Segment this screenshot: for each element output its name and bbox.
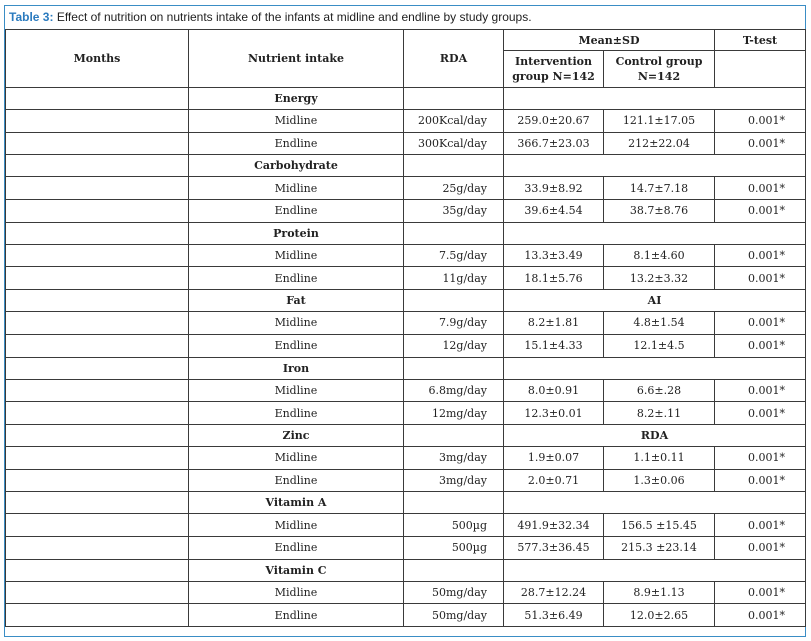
control-cell: 121.1±17.05 — [604, 110, 715, 133]
rda-cell: 6.8mg/day — [404, 379, 504, 402]
group-months-cell — [6, 222, 189, 244]
group-header-row — [6, 290, 806, 312]
group-reference-note — [504, 222, 806, 244]
group-header-row — [6, 222, 806, 244]
control-header-line2: N=142 — [637, 70, 681, 83]
table-row — [6, 379, 806, 402]
control-cell: 14.7±7.18 — [604, 177, 715, 200]
t-test-cell: 0.001* — [715, 446, 806, 469]
caption-label: Table 3: — [9, 10, 54, 24]
period-cell: Endline — [189, 132, 404, 155]
control-cell: 13.2±3.32 — [604, 267, 715, 290]
nutrient-name: Fat — [189, 290, 404, 312]
nutrient-name: Vitamin C — [189, 559, 404, 581]
t-test-cell: 0.001* — [715, 402, 806, 425]
control-header-line1: Control group — [615, 55, 703, 68]
intervention-cell: 259.0±20.67 — [504, 110, 604, 133]
rda-cell: 50mg/day — [404, 604, 504, 627]
table-row — [6, 581, 806, 604]
table-caption — [9, 6, 803, 28]
control-cell: 8.9±1.13 — [604, 581, 715, 604]
rda-cell: 500µg — [404, 536, 504, 559]
intervention-header-line2: group N=142 — [512, 70, 595, 83]
table-row — [6, 312, 806, 335]
nutrient-table — [5, 29, 806, 627]
period-cell: Midline — [189, 514, 404, 537]
t-test-cell: 0.001* — [715, 469, 806, 492]
intervention-cell: 15.1±4.33 — [504, 334, 604, 357]
group-reference-note: AI — [504, 290, 806, 312]
group-header-row — [6, 559, 806, 581]
t-test-cell: 0.001* — [715, 379, 806, 402]
nutrient-name: Zinc — [189, 424, 404, 446]
rda-cell: 500µg — [404, 514, 504, 537]
group-reference-note: RDA — [504, 424, 806, 446]
period-cell: Endline — [189, 334, 404, 357]
t-test-cell: 0.001* — [715, 110, 806, 133]
months-cell — [6, 536, 189, 559]
months-cell — [6, 469, 189, 492]
control-cell: 12.1±4.5 — [604, 334, 715, 357]
table-row — [6, 334, 806, 357]
group-rda-cell — [404, 290, 504, 312]
group-reference-note — [504, 88, 806, 110]
rda-cell: 35g/day — [404, 200, 504, 223]
months-cell — [6, 379, 189, 402]
period-cell: Endline — [189, 469, 404, 492]
intervention-cell: 33.9±8.92 — [504, 177, 604, 200]
rda-cell: 200Kcal/day — [404, 110, 504, 133]
table-frame — [4, 5, 806, 637]
table-row — [6, 536, 806, 559]
intervention-cell: 366.7±23.03 — [504, 132, 604, 155]
t-test-header: T-test — [715, 30, 806, 51]
months-cell — [6, 110, 189, 133]
t-test-cell: 0.001* — [715, 514, 806, 537]
period-cell: Midline — [189, 446, 404, 469]
rda-cell: 7.9g/day — [404, 312, 504, 335]
intervention-group-header — [504, 51, 604, 88]
t-test-subheader — [715, 51, 806, 88]
control-cell: 4.8±1.54 — [604, 312, 715, 335]
period-cell: Midline — [189, 581, 404, 604]
group-rda-cell — [404, 492, 504, 514]
group-reference-note — [504, 559, 806, 581]
nutrient-name: Protein — [189, 222, 404, 244]
rda-cell: 7.5g/day — [404, 244, 504, 267]
group-header-row — [6, 424, 806, 446]
t-test-cell: 0.001* — [715, 200, 806, 223]
rda-cell: 50mg/day — [404, 581, 504, 604]
t-test-cell: 0.001* — [715, 536, 806, 559]
t-test-cell: 0.001* — [715, 177, 806, 200]
control-group-header — [604, 51, 715, 88]
nutrient-name: Vitamin A — [189, 492, 404, 514]
group-rda-cell — [404, 88, 504, 110]
period-cell: Endline — [189, 536, 404, 559]
group-header-row — [6, 155, 806, 177]
control-cell: 1.3±0.06 — [604, 469, 715, 492]
table-row — [6, 469, 806, 492]
control-cell: 212±22.04 — [604, 132, 715, 155]
table-row — [6, 110, 806, 133]
months-cell — [6, 446, 189, 469]
table-row — [6, 446, 806, 469]
t-test-cell: 0.001* — [715, 334, 806, 357]
intervention-cell: 2.0±0.71 — [504, 469, 604, 492]
period-cell: Endline — [189, 267, 404, 290]
t-test-cell: 0.001* — [715, 581, 806, 604]
period-cell: Midline — [189, 110, 404, 133]
group-months-cell — [6, 424, 189, 446]
nutrient-name: Iron — [189, 357, 404, 379]
months-cell — [6, 604, 189, 627]
table-row — [6, 244, 806, 267]
control-cell: 8.1±4.60 — [604, 244, 715, 267]
intervention-cell: 18.1±5.76 — [504, 267, 604, 290]
t-test-cell: 0.001* — [715, 267, 806, 290]
months-cell — [6, 132, 189, 155]
intervention-cell: 491.9±32.34 — [504, 514, 604, 537]
table-row — [6, 200, 806, 223]
caption-text: Effect of nutrition on nutrients intake of the infants at midline and endline by study groups. — [56, 10, 532, 24]
group-reference-note — [504, 492, 806, 514]
table-row — [6, 177, 806, 200]
group-rda-cell — [404, 424, 504, 446]
rda-cell: 25g/day — [404, 177, 504, 200]
group-rda-cell — [404, 155, 504, 177]
intervention-cell: 8.0±0.91 — [504, 379, 604, 402]
table-row — [6, 402, 806, 425]
table-row — [6, 514, 806, 537]
nutrient-name: Energy — [189, 88, 404, 110]
period-cell: Midline — [189, 312, 404, 335]
rda-header: RDA — [404, 30, 504, 88]
t-test-cell: 0.001* — [715, 604, 806, 627]
t-test-cell: 0.001* — [715, 132, 806, 155]
intervention-header-line1: Intervention — [515, 55, 592, 68]
table-row — [6, 604, 806, 627]
period-cell: Midline — [189, 177, 404, 200]
rda-cell: 3mg/day — [404, 446, 504, 469]
nutrient-name: Carbohydrate — [189, 155, 404, 177]
months-cell — [6, 514, 189, 537]
rda-cell: 300Kcal/day — [404, 132, 504, 155]
period-cell: Endline — [189, 604, 404, 627]
intervention-cell: 39.6±4.54 — [504, 200, 604, 223]
group-months-cell — [6, 559, 189, 581]
intervention-cell: 12.3±0.01 — [504, 402, 604, 425]
rda-cell: 12mg/day — [404, 402, 504, 425]
months-cell — [6, 244, 189, 267]
months-cell — [6, 402, 189, 425]
rda-cell: 3mg/day — [404, 469, 504, 492]
group-months-cell — [6, 88, 189, 110]
t-test-cell: 0.001* — [715, 312, 806, 335]
intervention-cell: 51.3±6.49 — [504, 604, 604, 627]
group-months-cell — [6, 155, 189, 177]
nutrient-intake-header: Nutrient intake — [189, 30, 404, 88]
group-rda-cell — [404, 357, 504, 379]
months-cell — [6, 334, 189, 357]
months-cell — [6, 312, 189, 335]
intervention-cell: 28.7±12.24 — [504, 581, 604, 604]
intervention-cell: 1.9±0.07 — [504, 446, 604, 469]
period-cell: Endline — [189, 402, 404, 425]
control-cell: 6.6±.28 — [604, 379, 715, 402]
table-row — [6, 132, 806, 155]
control-cell: 156.5 ±15.45 — [604, 514, 715, 537]
t-test-cell: 0.001* — [715, 244, 806, 267]
group-months-cell — [6, 357, 189, 379]
months-cell — [6, 200, 189, 223]
months-cell — [6, 581, 189, 604]
group-months-cell — [6, 492, 189, 514]
rda-cell: 12g/day — [404, 334, 504, 357]
months-cell — [6, 267, 189, 290]
control-cell: 12.0±2.65 — [604, 604, 715, 627]
intervention-cell: 8.2±1.81 — [504, 312, 604, 335]
group-rda-cell — [404, 222, 504, 244]
mean-sd-header: Mean±SD — [504, 30, 715, 51]
intervention-cell: 13.3±3.49 — [504, 244, 604, 267]
period-cell: Midline — [189, 244, 404, 267]
control-cell: 1.1±0.11 — [604, 446, 715, 469]
period-cell: Endline — [189, 200, 404, 223]
table-body — [6, 88, 806, 627]
group-rda-cell — [404, 559, 504, 581]
months-cell — [6, 177, 189, 200]
group-reference-note — [504, 357, 806, 379]
control-cell: 38.7±8.76 — [604, 200, 715, 223]
group-header-row — [6, 88, 806, 110]
control-cell: 8.2±.11 — [604, 402, 715, 425]
table-row — [6, 267, 806, 290]
group-months-cell — [6, 290, 189, 312]
group-header-row — [6, 492, 806, 514]
period-cell: Midline — [189, 379, 404, 402]
group-reference-note — [504, 155, 806, 177]
intervention-cell: 577.3±36.45 — [504, 536, 604, 559]
rda-cell: 11g/day — [404, 267, 504, 290]
months-header: Months — [6, 30, 189, 88]
group-header-row — [6, 357, 806, 379]
control-cell: 215.3 ±23.14 — [604, 536, 715, 559]
